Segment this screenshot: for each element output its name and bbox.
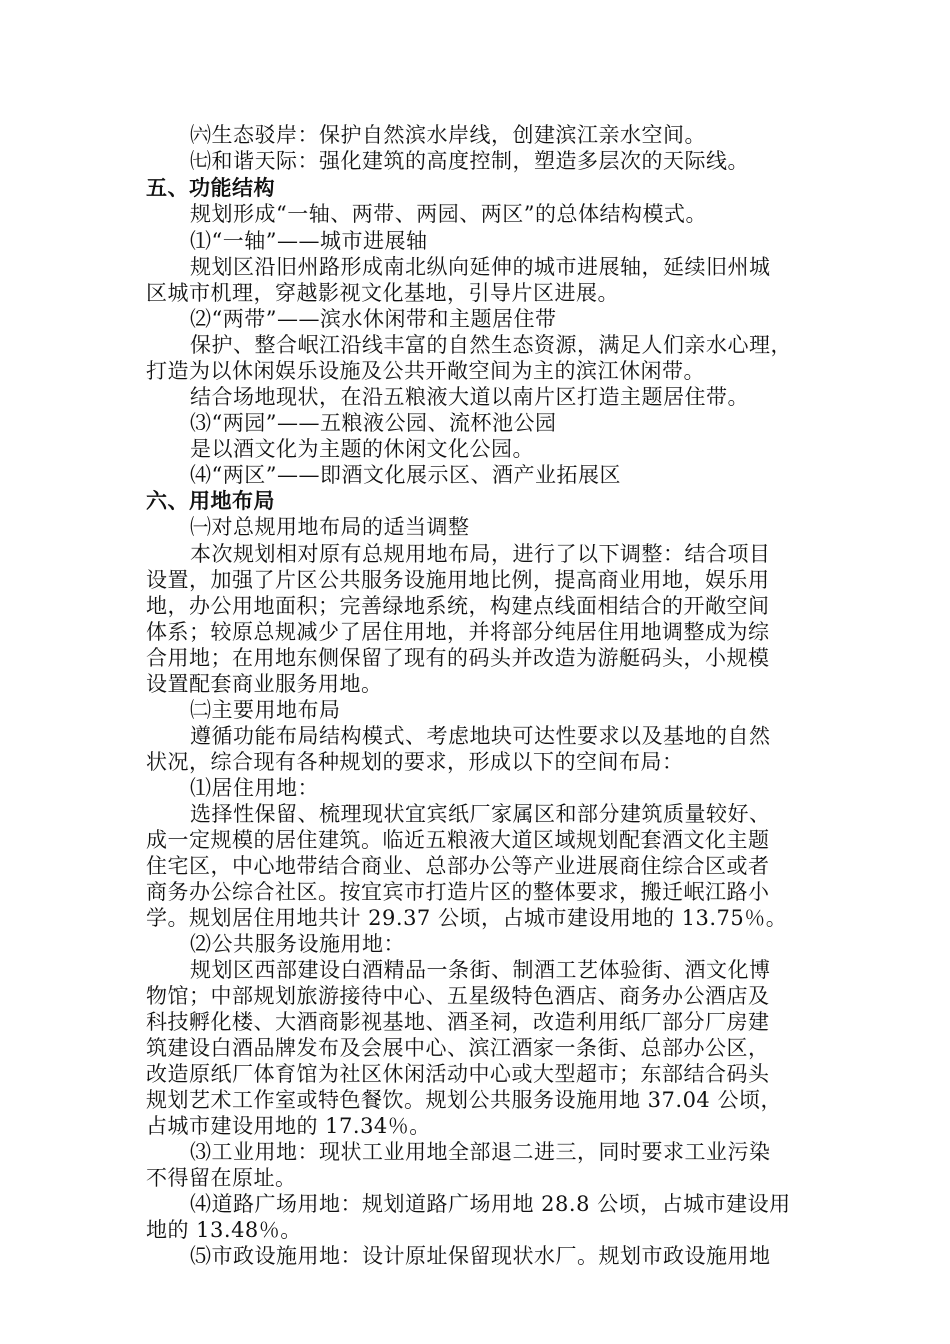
text-line: 打造为以休闲娱乐设施及公共开敞空间为主的滨江休闲带。 <box>146 359 705 383</box>
text-line: 设置配套商业服务用地。 <box>146 672 383 696</box>
text-line: ㈥生态驳岸：保护自然滨水岸线，创建滨江亲水空间。 <box>190 123 706 147</box>
text-line: ㈦和谐天际：强化建筑的高度控制，塑造多层次的天际线。 <box>190 149 749 173</box>
text-line: 规划区西部建设白酒精品一条街、制酒工艺体验街、酒文化博 <box>190 958 771 982</box>
text-line: 住宅区，中心地带结合商业、总部办公等产业进展商住综合区或者 <box>146 854 770 878</box>
text-line: 规划艺术工作室或特色餐饮。规划公共服务设施用地 37.04 公顷， <box>146 1088 782 1112</box>
subheading: ⑴“一轴”——城市进展轴 <box>190 229 428 253</box>
text-line: 遵循功能布局结构模式、考虑地块可达性要求以及基地的自然 <box>190 724 771 748</box>
subheading: ⑵公共服务设施用地： <box>190 932 405 956</box>
subheading: ⑴居住用地： <box>190 776 319 800</box>
subheading: ⑶“两园”——五粮液公园、流杯池公园 <box>190 411 557 435</box>
text-line: 保护、整合岷江沿线丰富的自然生态资源，满足人们亲水心理， <box>190 333 792 357</box>
text-line: 改造原纸厂体育馆为社区休闲活动中心或大型超市；东部结合码头 <box>146 1062 770 1086</box>
text-line: 本次规划相对原有总规用地布局，进行了以下调整：结合项目 <box>190 542 771 566</box>
subheading: ㈡主要用地布局 <box>190 698 341 722</box>
text-line: 状况，综合现有各种规划的要求，形成以下的空间布局： <box>146 750 684 774</box>
text-line: 合用地；在用地东侧保留了现有的码头并改造为游艇码头，小规模 <box>146 646 770 670</box>
text-line: 不得留在原址。 <box>146 1166 297 1190</box>
text-line: ⑸市政设施用地：设计原址保留现状水厂。规划市政设施用地 <box>190 1244 771 1268</box>
text-line: 是以酒文化为主题的休闲文化公园。 <box>190 437 534 461</box>
text-line: 地，办公用地面积；完善绿地系统，构建点线面相结合的开敞空间 <box>146 594 770 618</box>
text-line: ⑷道路广场用地：规划道路广场用地 28.8 公顷，占城市建设用 <box>190 1192 791 1216</box>
text-line: 筑建设白酒品牌发布及会展中心、滨江酒家一条街、总部办公区， <box>146 1036 770 1060</box>
text-line: 成一定规模的居住建筑。临近五粮液大道区域规划配套酒文化主题 <box>146 828 770 852</box>
subheading: ⑵“两带”——滨水休闲带和主题居住带 <box>190 307 557 331</box>
text-line: 选择性保留、梳理现状宜宾纸厂家属区和部分建筑质量较好、 <box>190 802 771 826</box>
text-line: ⑶工业用地：现状工业用地全部退二进三，同时要求工业污染 <box>190 1140 771 1164</box>
text-line: 学。规划居住用地共计 29.37 公顷，占城市建设用地的 13.75％。 <box>146 906 788 930</box>
text-line: 体系；较原总规减少了居住用地，并将部分纯居住用地调整成为综 <box>146 620 770 644</box>
text-line: 结合场地现状，在沿五粮液大道以南片区打造主题居住带。 <box>190 385 749 409</box>
text-line: 物馆；中部规划旅游接待中心、五星级特色酒店、商务办公酒店及 <box>146 984 770 1008</box>
section-heading: 六、用地布局 <box>146 489 275 513</box>
text-line: 规划形成“一轴、两带、两园、两区”的总体结构模式。 <box>190 202 707 226</box>
text-line: 规划区沿旧州路形成南北纵向延伸的城市进展轴，延续旧州城 <box>190 255 771 279</box>
subheading: ㈠对总规用地布局的适当调整 <box>190 515 470 539</box>
text-line: 区城市机理，穿越影视文化基地，引导片区进展。 <box>146 281 619 305</box>
section-heading: 五、功能结构 <box>146 176 275 200</box>
text-line: 设置，加强了片区公共服务设施用地比例，提高商业用地，娱乐用 <box>146 568 770 592</box>
text-line: 占城市建设用地的 17.34％。 <box>146 1114 431 1138</box>
text-line: 科技孵化楼、大酒商影视基地、酒圣祠，改造利用纸厂部分厂房建 <box>146 1010 770 1034</box>
text-line: 商务办公综合社区。按宜宾市打造片区的整体要求，搬迁岷江路小 <box>146 880 770 904</box>
subheading: ⑷“两区”——即酒文化展示区、酒产业拓展区 <box>190 463 621 487</box>
text-line: 地的 13.48％。 <box>146 1218 302 1242</box>
